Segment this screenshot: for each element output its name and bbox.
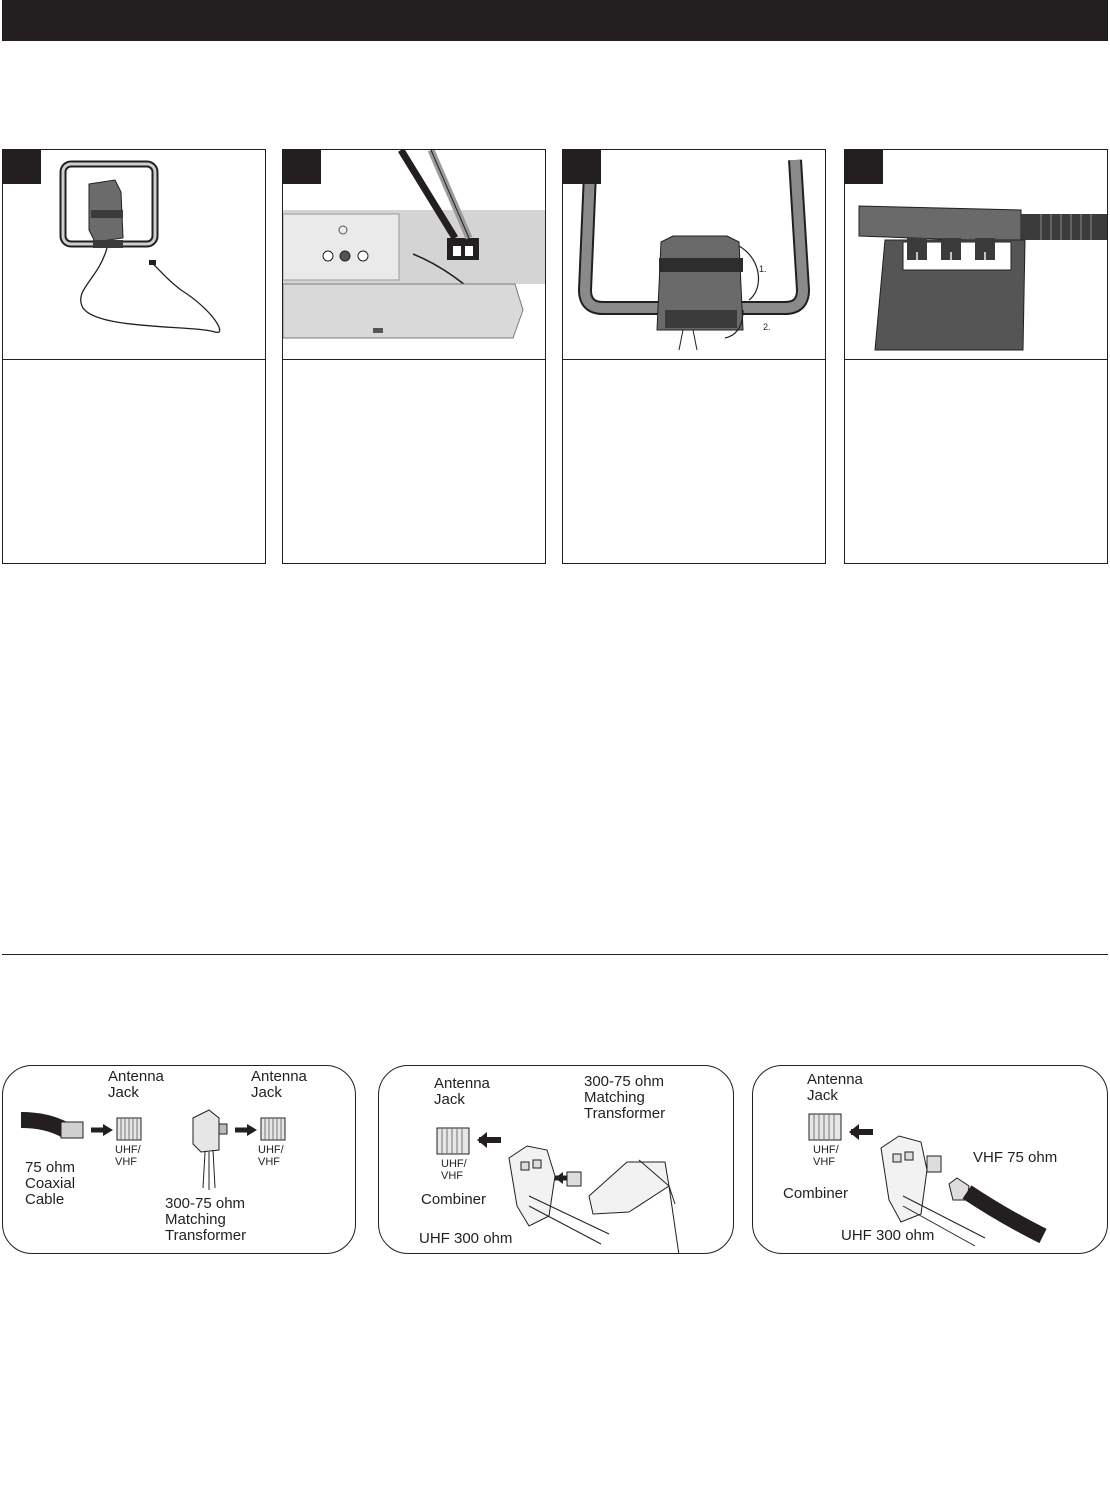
step-number-box bbox=[563, 150, 601, 184]
clip-closeup-illustration bbox=[845, 150, 1107, 358]
step-number-box bbox=[845, 150, 883, 184]
step-annotation-2: 2. bbox=[763, 322, 771, 332]
step-panel-3 bbox=[562, 149, 826, 564]
panel-divider bbox=[283, 359, 545, 360]
antenna-jack-label: Antenna Jack bbox=[251, 1068, 307, 1101]
antenna-jack-label: Antenna Jack bbox=[108, 1068, 164, 1101]
antenna-stand-illustration bbox=[563, 150, 825, 358]
step-number-box bbox=[3, 150, 41, 184]
connection-diagram-coaxial bbox=[2, 1065, 356, 1254]
matching-transformer-label: 300-75 ohm Matching Transformer bbox=[584, 1073, 666, 1122]
combiner-label: Combiner bbox=[421, 1191, 487, 1208]
uhf-300-ohm-label: UHF 300 ohm bbox=[841, 1227, 935, 1244]
connection-diagram-combiner-transformer bbox=[378, 1065, 734, 1254]
panel-divider bbox=[845, 359, 1107, 360]
uhf-vhf-label: UHF/ VHF bbox=[813, 1144, 839, 1168]
section-divider-rule bbox=[2, 954, 1108, 955]
combiner-label: Combiner bbox=[783, 1185, 849, 1202]
uhf-vhf-label: UHF/ VHF bbox=[115, 1144, 141, 1168]
step-number-box bbox=[283, 150, 321, 184]
uhf-300-ohm-label: UHF 300 ohm bbox=[419, 1230, 513, 1247]
unit-rear-illustration bbox=[283, 150, 545, 358]
step-panel-1 bbox=[2, 149, 266, 564]
step-panel-4 bbox=[844, 149, 1108, 564]
uhf-vhf-label: UHF/ VHF bbox=[441, 1158, 467, 1182]
panel-divider bbox=[3, 359, 265, 360]
antenna-jack-label: Antenna Jack bbox=[807, 1071, 863, 1104]
coaxial-cable-label: 75 ohm Coaxial Cable bbox=[25, 1159, 76, 1208]
step-panel-2 bbox=[282, 149, 546, 564]
matching-transformer-label: 300-75 ohm Matching Transformer bbox=[165, 1195, 247, 1244]
antenna-jack-label: Antenna Jack bbox=[434, 1075, 490, 1108]
step-annotation-1: 1. bbox=[759, 264, 767, 274]
header-bar bbox=[2, 0, 1108, 41]
connection-diagram-combiner-vhf bbox=[752, 1065, 1108, 1254]
loop-antenna-illustration bbox=[3, 150, 265, 358]
uhf-vhf-label: UHF/ VHF bbox=[258, 1144, 284, 1168]
vhf-75-ohm-label: VHF 75 ohm bbox=[973, 1149, 1058, 1166]
panel-divider bbox=[563, 359, 825, 360]
